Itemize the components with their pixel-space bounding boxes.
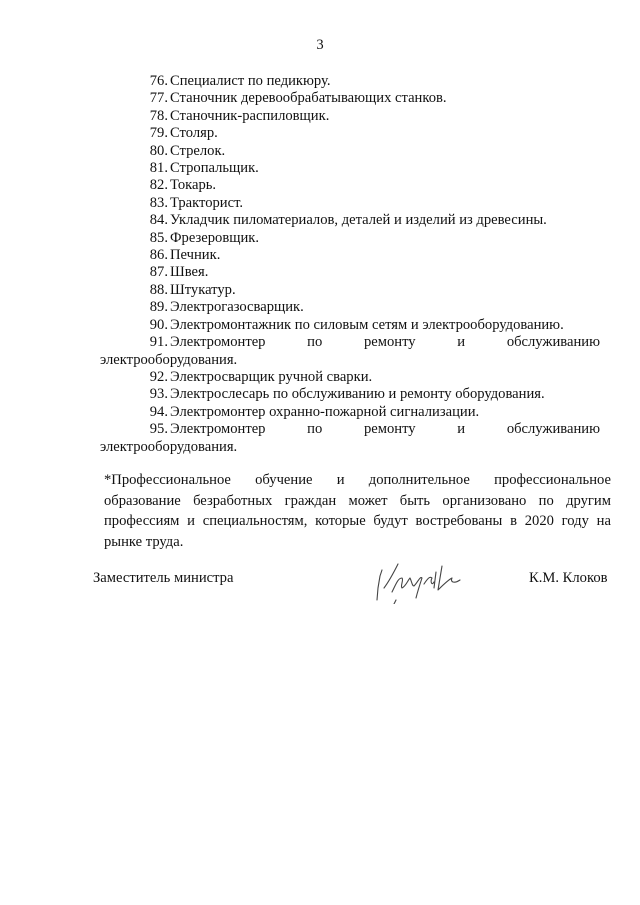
footnote-word: обучение xyxy=(255,472,313,488)
list-item xyxy=(100,108,600,125)
item-number: 80. xyxy=(149,142,168,159)
list-item xyxy=(100,212,600,229)
item-number: 84. xyxy=(149,212,168,229)
professions-list xyxy=(100,73,600,456)
list-item xyxy=(100,160,600,177)
item-word: Электромонтер xyxy=(170,334,266,351)
item-text xyxy=(170,421,600,438)
list-item xyxy=(100,230,600,247)
item-text: Электрогазосварщик. xyxy=(170,299,304,316)
footnote xyxy=(100,470,611,552)
list-item xyxy=(100,247,600,264)
item-number: 95. xyxy=(149,421,168,438)
footnote-word: году xyxy=(561,513,589,529)
item-text xyxy=(170,334,600,351)
item-word: и xyxy=(457,421,466,438)
item-number: 81. xyxy=(149,160,168,177)
list-item xyxy=(100,317,600,334)
footnote-word: может xyxy=(348,492,388,509)
list-item xyxy=(100,143,600,160)
list-item xyxy=(100,264,600,281)
item-text: Фрезеровщик. xyxy=(170,229,259,246)
footnote-word: *Профессиональное xyxy=(104,472,231,488)
handwritten-signature xyxy=(372,548,482,604)
item-word: ремонту xyxy=(363,334,416,351)
footnote-word: и xyxy=(336,472,345,488)
footnote-word: 2020 xyxy=(524,513,554,529)
list-item xyxy=(100,404,600,421)
footnote-line-3 xyxy=(100,511,611,532)
list-item xyxy=(100,282,600,299)
signatory-name: К.М. Клоков xyxy=(529,570,608,586)
item-text: Токарь. xyxy=(170,177,217,194)
item-text: Укладчик пиломатериалов, деталей и изделий из древесины. xyxy=(170,212,547,229)
item-word: обслуживанию xyxy=(506,334,600,351)
list-item xyxy=(100,177,600,194)
footnote-word: и xyxy=(187,513,195,529)
item-number: 87. xyxy=(149,264,168,281)
list-item xyxy=(100,125,600,142)
item-word: ремонту xyxy=(363,421,416,438)
footnote-word: специальностям, xyxy=(202,513,308,529)
footnote-word: по xyxy=(538,492,554,509)
footnote-word: другим xyxy=(566,492,611,509)
item-text: Столяр. xyxy=(170,125,218,142)
item-number: 88. xyxy=(149,281,168,298)
list-item xyxy=(100,195,600,212)
item-continuation: электрооборудования. xyxy=(100,351,238,368)
item-number: 92. xyxy=(149,368,168,385)
list-item xyxy=(100,369,600,386)
item-number: 89. xyxy=(149,299,168,316)
item-number: 78. xyxy=(149,107,168,124)
list-item xyxy=(100,90,600,107)
signatory-title: Заместитель министра xyxy=(93,570,234,586)
list-item xyxy=(100,421,600,456)
item-number: 86. xyxy=(149,247,168,264)
item-text: Станочник-распиловщик. xyxy=(170,107,330,124)
footnote-word: будут xyxy=(373,513,408,529)
item-text: Стрелок. xyxy=(170,142,226,159)
footnote-word: востребованы xyxy=(415,513,503,529)
item-number: 76. xyxy=(149,73,168,89)
item-continuation: электрооборудования. xyxy=(100,438,238,455)
footnote-word: образование xyxy=(104,492,181,509)
item-text: Станочник деревообрабатывающих станков. xyxy=(170,90,447,107)
item-number: 91. xyxy=(149,334,168,351)
list-item xyxy=(100,299,600,316)
item-number: 77. xyxy=(149,90,168,107)
list-item xyxy=(100,334,600,369)
footnote-line-4: рынке труда. xyxy=(104,533,184,550)
item-word: Электромонтер xyxy=(170,421,266,438)
footnote-word: граждан xyxy=(284,492,337,509)
footnote-word: быть xyxy=(399,492,431,509)
item-number: 83. xyxy=(149,194,168,211)
item-text: Электромонтажник по силовым сетям и электрооборудованию. xyxy=(170,316,564,333)
item-text: Штукатур. xyxy=(170,281,236,298)
item-number: 79. xyxy=(149,125,168,142)
footnote-word: дополнительное xyxy=(368,472,470,488)
footnote-word: на xyxy=(596,513,611,529)
item-word: обслуживанию xyxy=(506,421,600,438)
item-number: 85. xyxy=(149,229,168,246)
footnote-word: безработных xyxy=(193,492,273,509)
item-word: по xyxy=(307,421,323,438)
item-text: Тракторист. xyxy=(170,194,244,211)
item-word: и xyxy=(457,334,466,351)
footnote-word: организовано xyxy=(442,492,527,509)
item-text: Электромонтер охранно-пожарной сигнализации. xyxy=(170,403,480,420)
item-text: Электрослесарь по обслуживанию и ремонту оборудования. xyxy=(170,386,545,403)
page-number: 3 xyxy=(316,37,324,53)
item-word: по xyxy=(307,334,323,351)
item-text: Швея. xyxy=(170,264,209,281)
item-text: Специалист по педикюру. xyxy=(170,73,331,89)
footnote-word: профессиональное xyxy=(494,472,611,488)
item-text: Печник. xyxy=(170,247,221,264)
list-item xyxy=(100,386,600,403)
footnote-word: в xyxy=(510,513,517,529)
footnote-line-1 xyxy=(100,470,611,491)
footnote-word: которые xyxy=(315,513,366,529)
footnote-line-2 xyxy=(100,491,611,512)
item-number: 90. xyxy=(149,316,168,333)
item-number: 93. xyxy=(149,386,168,403)
item-number: 82. xyxy=(149,177,168,194)
item-text: Электросварщик ручной сварки. xyxy=(170,368,373,385)
list-item xyxy=(100,73,600,90)
item-number: 94. xyxy=(149,403,168,420)
item-text: Стропальщик. xyxy=(170,160,259,177)
footnote-word: профессиям xyxy=(104,513,180,529)
